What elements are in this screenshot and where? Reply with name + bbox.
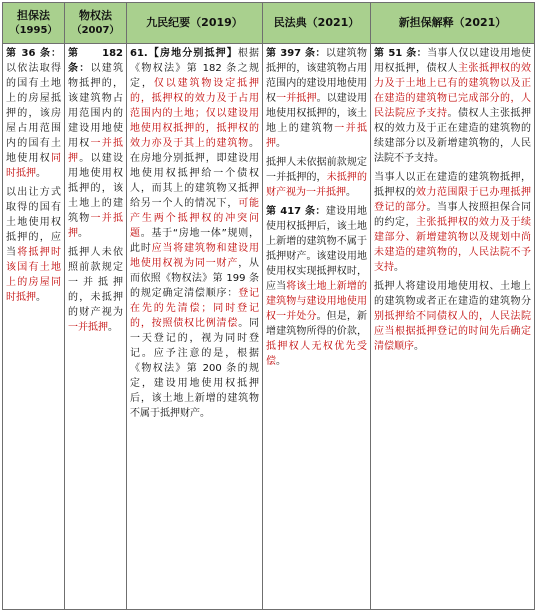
text-run: 。基于“房地一体”规则，此时 bbox=[130, 228, 259, 254]
article-paragraph bbox=[68, 245, 123, 335]
article-paragraph bbox=[6, 185, 61, 305]
text-run: 。以建设用地使用权抵押的，该土地上的建筑物 bbox=[266, 93, 368, 134]
text-run: 。 bbox=[276, 356, 286, 367]
text-run: 以出让方式取得的国有土地使用权抵押的，应当 bbox=[6, 187, 61, 258]
text-run: 。 bbox=[36, 292, 46, 303]
text-run: 。 bbox=[108, 322, 118, 333]
highlight-text: 效力范围限于已办理抵押登记的部分 bbox=[374, 187, 531, 213]
cell-danbaofa bbox=[3, 44, 65, 610]
text-run: 。同一天登记的，视为同时登记。应予注意的是，根据《物权法》第 200 条的规定，建设用地使用权抵押后，该土地上新增的建筑物不属于抵押财产。 bbox=[130, 318, 260, 419]
text-run: 以建筑物抵押的，该建筑物占用范围内的建设用地使用权 bbox=[68, 63, 123, 149]
article-paragraph bbox=[266, 155, 367, 200]
text-run: 。 bbox=[78, 228, 88, 239]
text-run: 建设用地使用权抵押后，该土地上新增的建筑物不属于抵押财产。该建设用地使用权实现抵押权时，应当 bbox=[266, 206, 367, 292]
highlight-text: 一并抵押 bbox=[68, 213, 123, 239]
text-run: 以依法取得的国有土地上的房屋抵押的，该房屋占用范围内的国有土地使用权 bbox=[6, 63, 61, 164]
article-paragraph bbox=[374, 279, 531, 354]
article-label: 第 182 条： bbox=[68, 48, 123, 74]
highlight-text: 同时抵押 bbox=[6, 153, 61, 179]
article-paragraph bbox=[6, 46, 61, 181]
header-title: 物权法 bbox=[79, 8, 112, 22]
cell-new-interpretation bbox=[371, 44, 535, 610]
text-run: 以建筑物抵押的，该建筑物占用范围内的建设用地使用权 bbox=[266, 48, 367, 104]
highlight-text: 可能产生两个抵押权的冲突问题 bbox=[130, 198, 260, 239]
highlight-text: 一并抵押 bbox=[276, 93, 317, 104]
text-run: ，从而依照《物权法》第 199 条的规定确定清偿顺序： bbox=[130, 258, 260, 299]
text-run: 。债权人主张抵押权的效力及于正在建造的建筑物的续建部分以及新增建筑物的，人民法院不予支持。 bbox=[374, 108, 531, 164]
highlight-text: 主张抵押权的效力及于土地上已有的建筑物以及正在建造的建筑物已完成部分的，人民法院应予支持 bbox=[374, 63, 531, 119]
header-title: 担保法 bbox=[17, 8, 50, 22]
highlight-text: 将抵押时该国有土地上的房屋同时抵押 bbox=[6, 247, 61, 303]
header-cell-wuquanfa bbox=[65, 3, 127, 44]
text-run: 。 bbox=[414, 341, 424, 352]
article-paragraph bbox=[374, 170, 531, 275]
header-title: 九民纪要（2019） bbox=[146, 16, 243, 29]
text-run: 当事人以正在建造的建筑物抵押，抵押权的 bbox=[374, 172, 531, 198]
article-label: 61.【房地分别抵押】 bbox=[130, 48, 238, 59]
highlight-text: 一并抵押 bbox=[68, 138, 123, 164]
text-run: 。以建设用地使用权抵押的，该土地上的建筑物 bbox=[68, 153, 123, 224]
text-run: 抵押人将建设用地使用权、土地上的建筑物或者正在建造的建筑物分 bbox=[374, 281, 531, 307]
highlight-text: 一并抵押 bbox=[68, 322, 108, 333]
article-paragraph bbox=[266, 46, 367, 151]
text-run: 当事人仅以建设用地使用权抵押，债权人 bbox=[374, 48, 531, 74]
highlight-text: 未抵押的财产视为一并抵押 bbox=[266, 172, 368, 198]
text-run: 。 bbox=[276, 138, 286, 149]
text-run: 。 bbox=[36, 168, 46, 179]
header-year: （1995） bbox=[9, 24, 58, 36]
article-paragraph bbox=[266, 204, 367, 369]
text-run: 。当事人按照担保合同的约定， bbox=[374, 202, 531, 228]
cell-jiumin bbox=[127, 44, 263, 610]
header-row bbox=[3, 3, 535, 44]
header-cell-jiumin bbox=[127, 3, 263, 44]
highlight-text: 抵押权人无权优先受偿 bbox=[266, 341, 367, 367]
highlight-text: 别抵押给不同债权人的，人民法院应当根据抵押登记的时间先后确定清偿顺序 bbox=[374, 311, 531, 352]
article-paragraph bbox=[374, 46, 531, 166]
header-title: 民法典（2021） bbox=[273, 16, 360, 29]
text-run: 。在房地分别抵押，即建设用地使用权抵押给一个债权人，而其上的建筑物又抵押给另一个人的情况下， bbox=[130, 138, 259, 209]
highlight-text: 仅以建筑物设定抵押的，抵押权的效力及于占用范围内的土地；仅以建设用地使用权抵押的，抵押权的效力亦及于其上的建筑物 bbox=[130, 78, 260, 149]
text-run: 根据《物权法》第 182 条之规定， bbox=[130, 48, 260, 89]
cell-wuquanfa bbox=[65, 44, 127, 610]
article-label: 第 36 条： bbox=[6, 48, 61, 59]
article-label: 第 417 条： bbox=[266, 206, 326, 217]
content-row bbox=[3, 44, 535, 610]
text-run: 。 bbox=[346, 187, 356, 198]
highlight-text: 应当将建筑物和建设用地使用权视为同一财产 bbox=[130, 243, 260, 269]
article-label: 第 51 条： bbox=[374, 48, 428, 59]
header-title: 新担保解释（2021） bbox=[398, 16, 507, 29]
law-comparison-table bbox=[2, 2, 535, 610]
text-run: 抵押人未依据前款规定一并抵押的， bbox=[266, 157, 367, 183]
article-paragraph bbox=[130, 46, 259, 421]
header-year: （2007） bbox=[71, 24, 120, 36]
highlight-text: 一并抵押 bbox=[266, 123, 367, 149]
header-cell-minfadian bbox=[263, 3, 371, 44]
cell-minfadian bbox=[263, 44, 371, 610]
text-run: 抵押人未依照前款规定一并抵押的，未抵押的财产视为 bbox=[68, 247, 123, 318]
article-paragraph bbox=[68, 46, 123, 241]
text-run: 。但是，新增建筑物所得的价款， bbox=[266, 311, 368, 337]
header-cell-new-interpretation bbox=[371, 3, 535, 44]
text-run: 。 bbox=[394, 262, 404, 273]
highlight-text: 登记在先的先清偿；同时登记的，按照债权比例清偿 bbox=[130, 288, 260, 329]
highlight-text: 将该土地上新增的建筑物与建设用地使用权一并处分 bbox=[266, 281, 368, 322]
highlight-text: 主张抵押权的效力及于续建部分、新增建筑物以及规划中尚未建造的建筑物的，人民法院不予支持 bbox=[374, 217, 531, 273]
header-cell-danbaofa bbox=[3, 3, 65, 44]
article-label: 第 397 条： bbox=[266, 48, 326, 59]
